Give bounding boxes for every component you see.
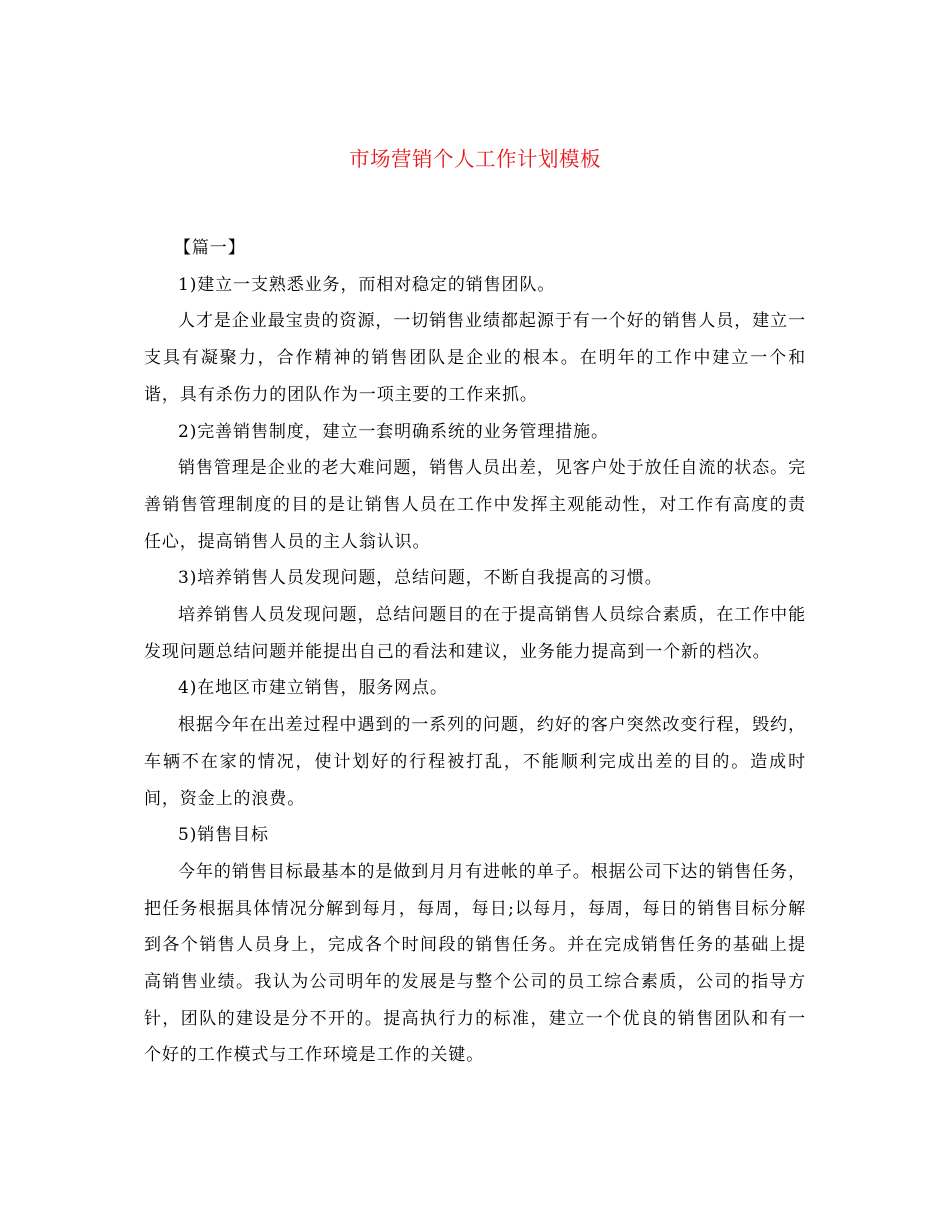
paragraph-4-body: 根据今年在出差过程中遇到的一系列的问题，约好的客户突然改变行程，毁约，车辆不在家的情况，使计划好的行程被打乱，不能顺利完成出差的目的。造成时间，资金上的浪费。 <box>144 715 806 809</box>
section-label: 【篇一】 <box>174 238 246 258</box>
paragraph-2-body: 销售管理是企业的老大难问题，销售人员出差，见客户处于放任自流的状态。完善销售管理制度的目的是让销售人员在工作中发挥主观能动性，对工作有高度的责任心，提高销售人员的主人翁认识。 <box>144 458 806 552</box>
paragraph-5-body: 今年的销售目标最基本的是做到月月有进帐的单子。根据公司下达的销售任务，把任务根据具体情况分解到每月，每周，每日;以每月，每周，每日的销售目标分解到各个销售人员身上，完成各个时间段的销售任务。并在完成销售任务的基础上提高销售业绩。我认为公司明年的发展是与整个公司的员工综合素质，公司的指导方针，团队的建设是分不开的。提高执行力的标准，建立一个优良的销售团队和有一个好的工作模式与工作环境是工作的关键。 <box>144 861 806 1066</box>
paragraph-3-heading: 3)培养销售人员发现问题，总结问题，不断自我提高的习惯。 <box>178 568 663 589</box>
paragraph-1-body: 人才是企业最宝贵的资源，一切销售业绩都起源于有一个好的销售人员，建立一支具有凝聚力，合作精神的销售团队是企业的根本。在明年的工作中建立一个和谐，具有杀伤力的团队作为一项主要的工作来抓。 <box>144 311 806 405</box>
document-title: 市场营销个人工作计划模板 <box>349 147 601 171</box>
paragraph-3-body: 培养销售人员发现问题，总结问题目的在于提高销售人员综合素质，在工作中能发现问题总结问题并能提出自己的看法和建议，业务能力提高到一个新的档次。 <box>144 605 806 662</box>
paragraph-5-heading: 5)销售目标 <box>178 825 269 846</box>
paragraph-2-heading: 2)完善销售制度，建立一套明确系统的业务管理措施。 <box>178 421 609 442</box>
document-body <box>144 230 806 1074</box>
paragraph-1-heading: 1)建立一支熟悉业务，而相对稳定的销售团队。 <box>178 274 556 295</box>
paragraph-4-heading: 4)在地区市建立销售，服务网点。 <box>178 678 448 699</box>
